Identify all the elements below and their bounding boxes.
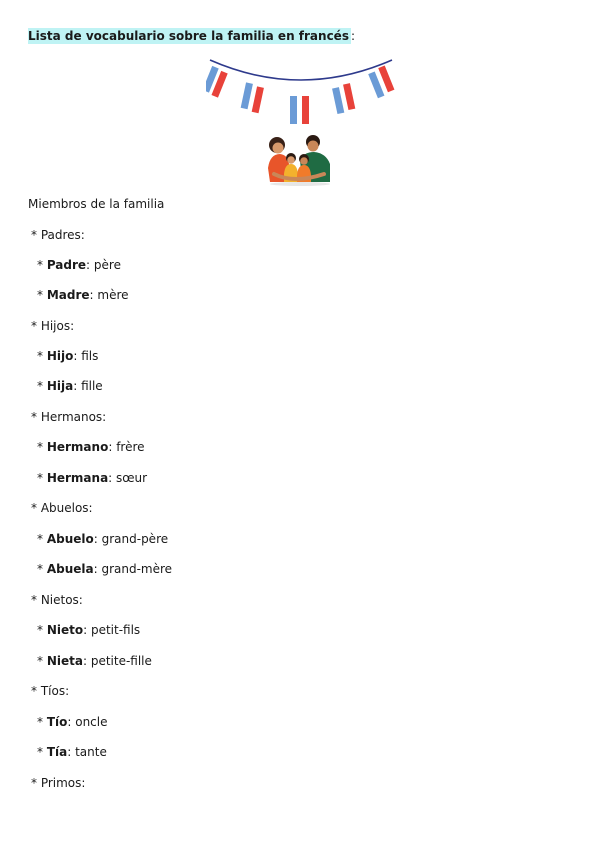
- term-es: Hermano: [46, 440, 109, 454]
- separator: :: [83, 623, 91, 637]
- bullet: *: [37, 715, 47, 729]
- title-colon: :: [350, 29, 356, 43]
- term-es: Padre: [46, 258, 87, 272]
- list-item-padre: [37, 257, 121, 273]
- group-nietos: * Nietos:: [31, 593, 83, 607]
- bullet: *: [37, 440, 47, 454]
- bullet: *: [37, 654, 47, 668]
- term-es: Abuela: [46, 562, 94, 576]
- bullet: *: [37, 532, 47, 546]
- flag-pair-5-icon: [368, 66, 394, 99]
- list-item-madre: [37, 287, 129, 303]
- list-item-nieto: [37, 622, 140, 638]
- term-es: Hijo: [46, 349, 74, 363]
- term-fr: petite-fille: [90, 654, 152, 668]
- bullet: *: [37, 745, 47, 759]
- term-es: Hermana: [46, 471, 109, 485]
- term-es: Tía: [46, 745, 68, 759]
- document-title: [28, 28, 355, 44]
- term-es: Nieto: [46, 623, 84, 637]
- flag-pair-1-icon: [206, 66, 228, 98]
- group-primos: * Primos:: [31, 776, 86, 790]
- bullet: *: [37, 258, 47, 272]
- separator: :: [93, 532, 102, 546]
- term-fr: fils: [81, 349, 99, 363]
- term-fr: oncle: [75, 715, 108, 729]
- list-item-abuelo: [37, 531, 168, 547]
- bullet: *: [37, 562, 47, 576]
- term-fr: petit-fils: [90, 623, 141, 637]
- separator: :: [86, 258, 94, 272]
- list-item-hermano: [37, 439, 145, 455]
- group-hermanos: * Hermanos:: [31, 410, 107, 424]
- term-fr: fille: [81, 379, 103, 393]
- list-item-tia: [37, 744, 107, 760]
- separator: :: [67, 745, 76, 759]
- separator: :: [108, 471, 117, 485]
- title-highlight: Lista de vocabulario sobre la familia en francés: [28, 29, 349, 43]
- bullet: *: [37, 471, 47, 485]
- group-padres: * Padres:: [31, 228, 85, 242]
- list-item-hija: [37, 378, 103, 394]
- term-es: Tío: [46, 715, 68, 729]
- bullet: *: [37, 623, 47, 637]
- term-fr: père: [93, 258, 121, 272]
- list-item-nieta: [37, 653, 152, 669]
- term-es: Nieta: [46, 654, 83, 668]
- bullet: *: [37, 379, 47, 393]
- bullet: *: [37, 349, 47, 363]
- group-hijos: * Hijos:: [31, 319, 75, 333]
- flag-pair-2-icon: [241, 82, 264, 113]
- separator: :: [93, 562, 102, 576]
- group-abuelos: * Abuelos:: [31, 501, 93, 515]
- list-item-abuela: [37, 561, 172, 577]
- separator: :: [89, 288, 98, 302]
- list-item-hermana: [37, 470, 147, 486]
- section-heading: Miembros de la familia: [28, 197, 165, 211]
- bunting-flags-icon: [206, 56, 396, 128]
- flag-pair-3-icon: [290, 96, 309, 124]
- group-tios: * Tíos:: [31, 684, 70, 698]
- separator: :: [67, 715, 76, 729]
- separator: :: [108, 440, 117, 454]
- separator: :: [82, 654, 91, 668]
- bullet: *: [37, 288, 47, 302]
- list-item-hijo: [37, 348, 98, 364]
- term-es: Hija: [46, 379, 74, 393]
- term-fr: grand-mère: [101, 562, 173, 576]
- family-illustration-icon: [264, 134, 336, 186]
- term-fr: grand-père: [101, 532, 169, 546]
- term-fr: mère: [97, 288, 129, 302]
- term-fr: tante: [75, 745, 107, 759]
- list-item-tio: [37, 714, 108, 730]
- term-fr: frère: [116, 440, 145, 454]
- term-es: Madre: [46, 288, 90, 302]
- term-fr: sœur: [116, 471, 148, 485]
- separator: :: [73, 349, 82, 363]
- term-es: Abuelo: [46, 532, 94, 546]
- flag-pair-4-icon: [332, 83, 355, 114]
- separator: :: [73, 379, 82, 393]
